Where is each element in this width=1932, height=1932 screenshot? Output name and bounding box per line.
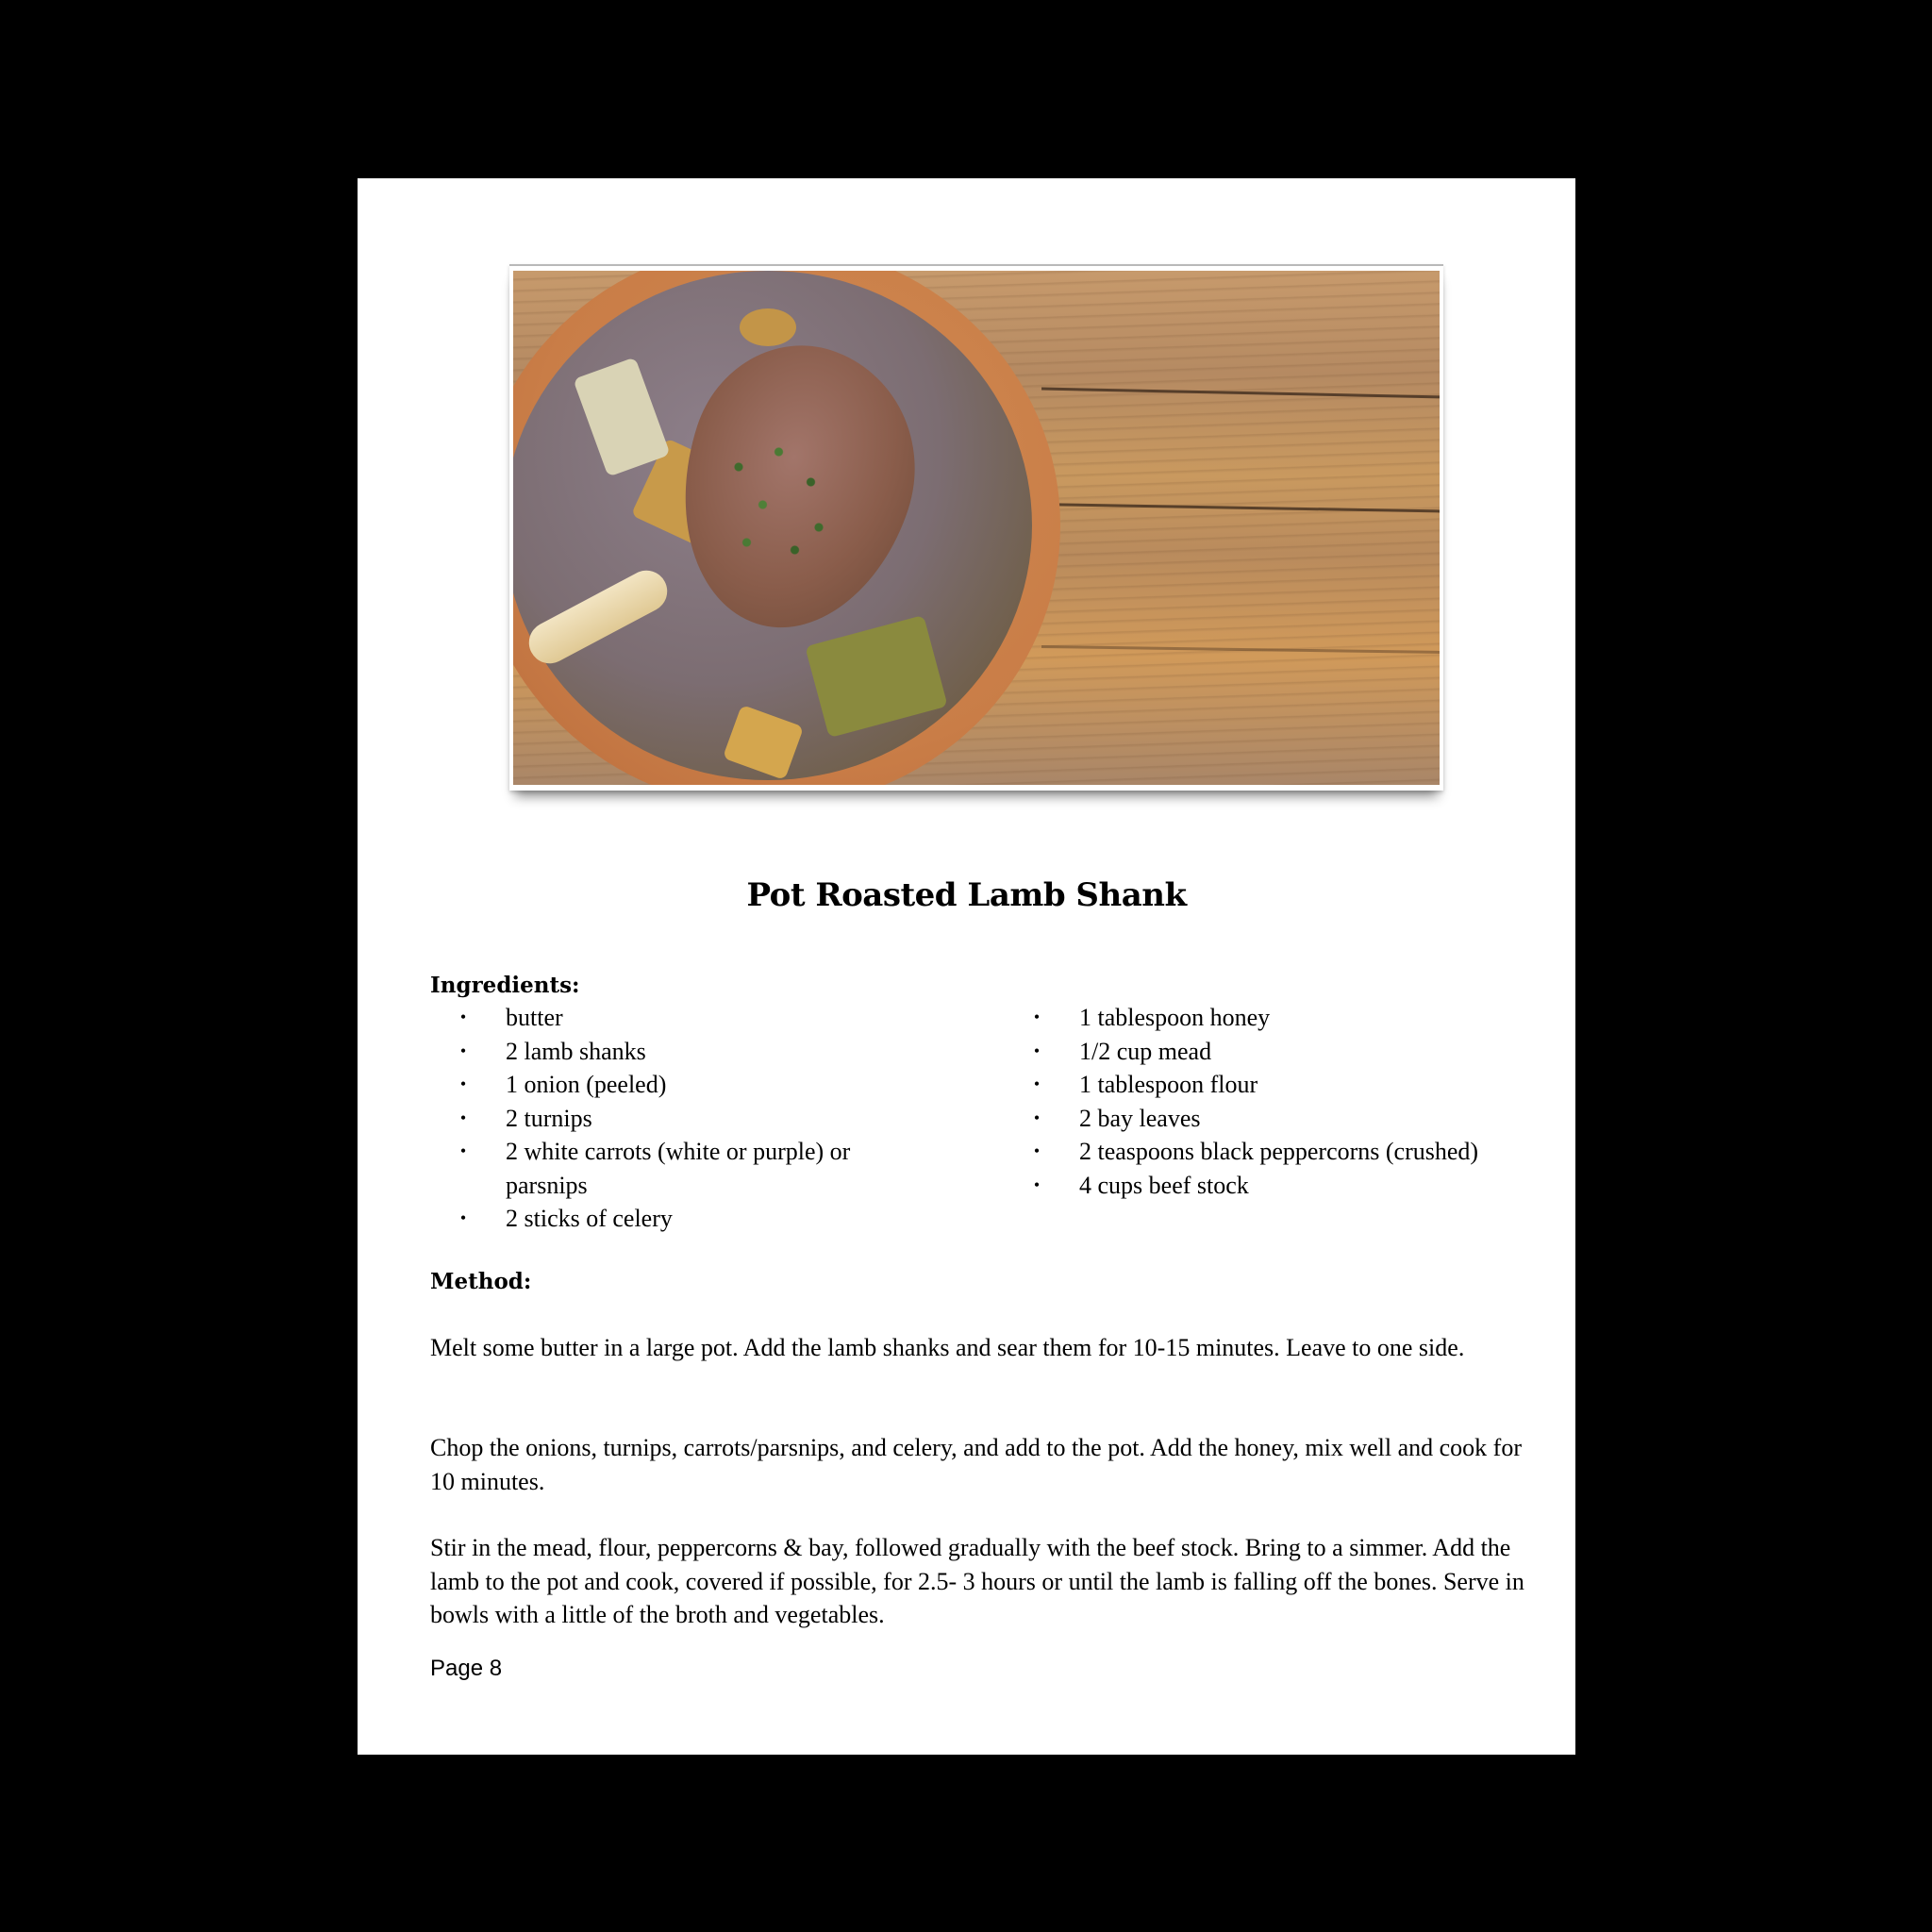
parsley-garnish — [707, 422, 867, 573]
ingredient-item: • butter — [454, 1001, 925, 1035]
broth — [513, 271, 1032, 780]
bullet-icon: • — [459, 1074, 467, 1093]
ingredient-item: • 1 tablespoon honey — [1027, 1001, 1537, 1035]
bullet-icon: • — [459, 1108, 467, 1127]
method-step-1: Melt some butter in a large pot. Add the lamb shanks and sear them for 10-15 minutes. Leave to one side. — [430, 1334, 1465, 1361]
ingredient-item: • 2 turnips — [454, 1102, 925, 1136]
bullet-icon: • — [1033, 1108, 1041, 1127]
turnip-piece — [573, 357, 670, 476]
bullet-icon: • — [1033, 1141, 1041, 1160]
bullet-icon: • — [1033, 1008, 1041, 1026]
method-step-3: Stir in the mead, flour, peppercorns & bay, followed gradually with the beef stock. Bring to a simmer. Add the lamb to the pot and cook, covered if possible, for 2.5- 3 hours or until the lamb is falling off the bones. Serve in bowls with a little of the broth and vegetables. — [430, 1534, 1524, 1628]
onion-piece — [740, 308, 796, 346]
bullet-icon: • — [1033, 1074, 1041, 1093]
wood-plank-seam — [1041, 387, 1440, 398]
ingredient-item: • 2 sticks of celery — [454, 1202, 925, 1236]
recipe-photo — [513, 271, 1440, 785]
ingredient-item: • 1 tablespoon flour — [1027, 1068, 1537, 1102]
bullet-icon: • — [459, 1208, 467, 1227]
bullet-icon: • — [1033, 1041, 1041, 1060]
method-heading: Method: — [430, 1269, 532, 1294]
ingredient-item: • 4 cups beef stock — [1027, 1169, 1537, 1203]
ingredients-list-left — [454, 1001, 925, 1236]
recipe-photo-frame — [509, 264, 1443, 791]
terracotta-bowl — [513, 271, 1060, 785]
bullet-icon: • — [459, 1041, 467, 1060]
ingredient-item: • 1 onion (peeled) — [454, 1068, 925, 1102]
ingredient-item: • 2 white carrots (white or purple) or parsnips — [454, 1135, 925, 1202]
shank-bone — [522, 563, 675, 671]
recipe-title: Pot Roasted Lamb Shank — [746, 876, 1187, 914]
ingredients-list-right — [1027, 1001, 1537, 1202]
wood-plank-seam — [1056, 503, 1440, 512]
ingredient-item: • 2 teaspoons black peppercorns (crushed) — [1027, 1135, 1537, 1169]
ingredient-item: • 1/2 cup mead — [1027, 1035, 1537, 1069]
celery-pieces — [805, 615, 947, 738]
ingredient-item: • 2 lamb shanks — [454, 1035, 925, 1069]
bullet-icon: • — [1033, 1174, 1041, 1194]
wood-plank-seam — [1041, 645, 1440, 654]
document-page — [358, 178, 1575, 1755]
ingredients-heading: Ingredients: — [430, 973, 580, 998]
ingredient-item: • 2 bay leaves — [1027, 1102, 1537, 1136]
parsnip-piece — [723, 705, 804, 780]
page-number: Page 8 — [430, 1656, 503, 1681]
bullet-icon: • — [459, 1008, 467, 1026]
method-step-2: Chop the onions, turnips, carrots/parsnips, and celery, and add to the pot. Add the honey, mix well and cook for 10 minutes. — [430, 1434, 1522, 1495]
bullet-icon: • — [459, 1141, 467, 1160]
